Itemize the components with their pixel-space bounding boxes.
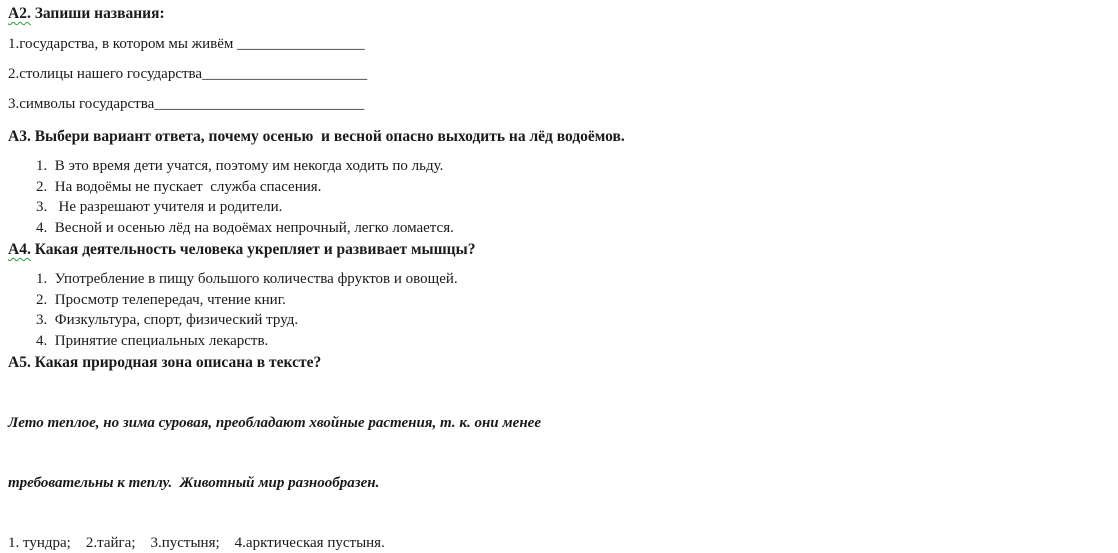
blank-line-3: 3.символы государства____________________________: [8, 96, 365, 112]
question-a2: [8, 4, 688, 119]
question-a3-number: А3.: [8, 128, 31, 145]
question-a5-heading: [8, 353, 688, 373]
passage-line-2: требовательны к теплу. Животный мир разнообразен.: [8, 475, 380, 491]
question-a4-number: А4.: [8, 241, 31, 258]
question-a2-heading: [8, 4, 688, 24]
question-a5-options: 1. тундра; 2.тайга; 3.пустыня; 4.арктическая пустыня.: [8, 535, 385, 551]
blank-line-1: 1.государства, в котором мы живём _________________: [8, 36, 365, 52]
question-a4-heading: [8, 240, 688, 260]
answer-option: 3. Физкультура, спорт, физический труд.: [36, 312, 299, 328]
question-a4-heading-text: Какая деятельность человека укрепляет и развивает мышцы?: [30, 241, 476, 258]
answer-option: 4. Весной и осенью лёд на водоёмах непрочный, легко ломается.: [36, 219, 454, 236]
answer-option: 2. Просмотр телепередач, чтение книг.: [36, 291, 286, 308]
question-a2-number: А2.: [8, 5, 31, 22]
question-a3: [8, 127, 688, 238]
question-a3-options: [36, 156, 688, 238]
answer-option: 1. Употребление в пищу большого количества фруктов и овощей.: [36, 271, 458, 287]
answer-option: 1. В это время дети учатся, поэтому им некогда ходить по льду.: [36, 158, 444, 174]
question-a2-heading-text: Запиши названия:: [30, 5, 165, 22]
question-a4-options: [36, 269, 688, 351]
question-a4: [8, 240, 688, 351]
blank-line-2: 2.столицы нашего государства______________________: [8, 66, 368, 82]
answer-option: 2. На водоёмы не пускает служба спасения.: [36, 178, 322, 195]
question-a5: [8, 353, 688, 553]
question-a5-heading-text: Какая природная зона описана в тексте?: [30, 354, 322, 371]
question-a5-number: А5.: [8, 354, 31, 371]
question-a3-heading: [8, 127, 688, 147]
answer-option: 3. Не разрешают учителя и родители.: [36, 199, 283, 215]
question-a3-heading-text: Выбери вариант ответа, почему осенью и весной опасно выходить на лёд водоёмов.: [30, 128, 625, 145]
question-a5-passage: [8, 373, 688, 533]
question-a2-blanks: [8, 29, 688, 119]
answer-option: 4. Принятие специальных лекарств.: [36, 332, 269, 349]
passage-line-1: Лето теплое, но зима суровая, преобладают хвойные растения, т. к. они менее: [8, 415, 541, 431]
